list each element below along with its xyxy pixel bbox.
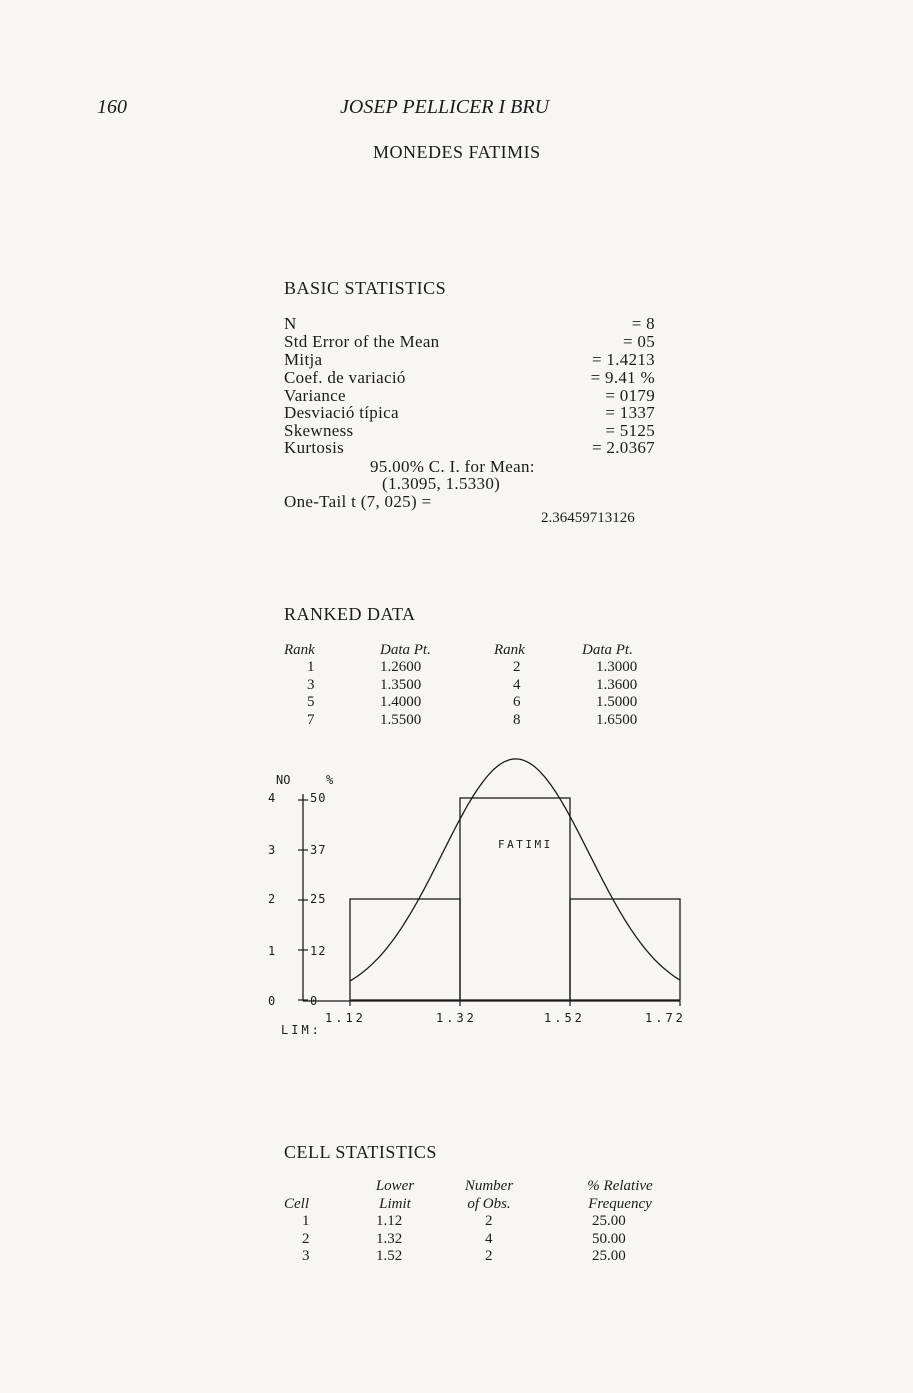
basic-statistics-title: BASIC STATISTICS <box>284 278 447 298</box>
histogram-bars <box>350 798 680 1000</box>
normal-curve <box>350 759 680 981</box>
x-tick-label: 1.52 <box>544 1011 585 1025</box>
percent-tick-label: 12 <box>310 944 327 958</box>
table-cell: 1.3000 <box>596 659 638 675</box>
stat-value: = 1337 <box>605 403 655 422</box>
table-cell: 25.00 <box>592 1248 626 1264</box>
stat-label: Variance <box>284 386 346 405</box>
stat-value: = 05 <box>622 332 655 351</box>
running-title-author: JOSEP PELLICER I BRU <box>340 96 550 118</box>
count-tick-label: 1 <box>268 944 276 958</box>
column-header: Data Pt. <box>380 642 431 658</box>
count-tick-label: 0 <box>268 994 276 1008</box>
table-cell: 1.52 <box>376 1248 403 1264</box>
column-header: Limit <box>379 1196 411 1212</box>
table-cell: 1.3500 <box>380 677 422 693</box>
t-statistic-label: One-Tail t (7, 025) = <box>284 492 432 511</box>
column-header: Data Pt. <box>582 642 633 658</box>
table-cell: 5 <box>307 694 315 710</box>
count-axis-label: NO <box>276 773 291 787</box>
table-cell: 8 <box>513 712 521 728</box>
table-cell: 50.00 <box>592 1231 626 1247</box>
table-cell: 1.12 <box>376 1213 403 1229</box>
table-cell: 1.32 <box>376 1231 403 1247</box>
column-header: Rank <box>494 642 525 658</box>
percent-tick-label: 0 <box>310 994 319 1008</box>
percent-tick-label: 25 <box>310 892 327 906</box>
column-header: Cell <box>284 1196 309 1212</box>
page-number: 160 <box>97 96 127 118</box>
t-statistic-value: 2.36459713126 <box>541 510 635 526</box>
table-cell: 3 <box>307 677 315 693</box>
column-header: of Obs. <box>467 1196 511 1212</box>
percent-axis-label: % <box>326 773 334 787</box>
table-cell: 2 <box>485 1248 493 1264</box>
table-cell: 6 <box>513 694 521 710</box>
running-subtitle: MONEDES FATIMIS <box>373 142 541 162</box>
column-header: Frequency <box>588 1196 652 1212</box>
table-cell: 1 <box>302 1213 310 1229</box>
table-cell: 2 <box>513 659 521 675</box>
table-cell: 1.5500 <box>380 712 422 728</box>
x-tick-label: 1.32 <box>436 1011 477 1025</box>
column-header: Lower <box>375 1178 415 1194</box>
table-cell: 1.4000 <box>380 694 422 710</box>
histogram-bar <box>570 899 680 1000</box>
stat-label: Std Error of the Mean <box>284 332 440 351</box>
column-header: % Relative <box>587 1178 653 1194</box>
stat-value: = 0179 <box>605 386 655 405</box>
count-tick-label: 3 <box>268 843 276 857</box>
table-cell: 2 <box>485 1213 493 1229</box>
table-cell: 4 <box>485 1231 493 1247</box>
stat-value: = 8 <box>631 314 655 333</box>
stat-label: Mitja <box>284 350 323 369</box>
table-cell: 1.6500 <box>596 712 638 728</box>
table-cell: 1 <box>307 659 315 675</box>
histogram-bar <box>350 899 460 1000</box>
cell-statistics-title: CELL STATISTICS <box>284 1142 437 1162</box>
count-tick-label: 2 <box>268 892 276 906</box>
stat-label: Skewness <box>284 421 354 440</box>
column-header: Rank <box>284 642 315 658</box>
stat-label: Desviació típica <box>284 403 399 422</box>
stat-value: = 2.0367 <box>592 438 655 457</box>
table-cell: 1.3600 <box>596 677 638 693</box>
confidence-interval-label: 95.00% C. I. for Mean: <box>370 457 535 476</box>
x-tick-label: 1.12 <box>325 1011 366 1025</box>
table-cell: 25.00 <box>592 1213 626 1229</box>
ranked-data-title: RANKED DATA <box>284 604 416 624</box>
stat-value: = 1.4213 <box>592 350 655 369</box>
table-cell: 1.5000 <box>596 694 638 710</box>
axis-ticks <box>298 800 680 1006</box>
table-cell: 2 <box>302 1231 310 1247</box>
column-header: Number <box>464 1178 514 1194</box>
table-cell: 1.2600 <box>380 659 422 675</box>
chart-title: FATIMI <box>498 838 553 851</box>
stat-label: N <box>284 314 297 333</box>
x-axis-label: LIM: <box>281 1023 322 1037</box>
table-cell: 4 <box>513 677 521 693</box>
count-tick-label: 4 <box>268 791 276 805</box>
percent-tick-label: 37 <box>310 843 327 857</box>
stat-label: Kurtosis <box>284 438 345 457</box>
stat-label: Coef. de variació <box>284 368 406 387</box>
x-tick-label: 1.72 <box>645 1011 686 1025</box>
table-cell: 3 <box>302 1248 310 1264</box>
stat-value: = 5125 <box>605 421 655 440</box>
histogram-bar <box>460 798 570 1000</box>
percent-tick-label: 50 <box>310 791 327 805</box>
confidence-interval-value: (1.3095, 1.5330) <box>382 474 501 493</box>
stat-value: = 9.41 % <box>590 368 655 387</box>
table-cell: 7 <box>307 712 315 728</box>
